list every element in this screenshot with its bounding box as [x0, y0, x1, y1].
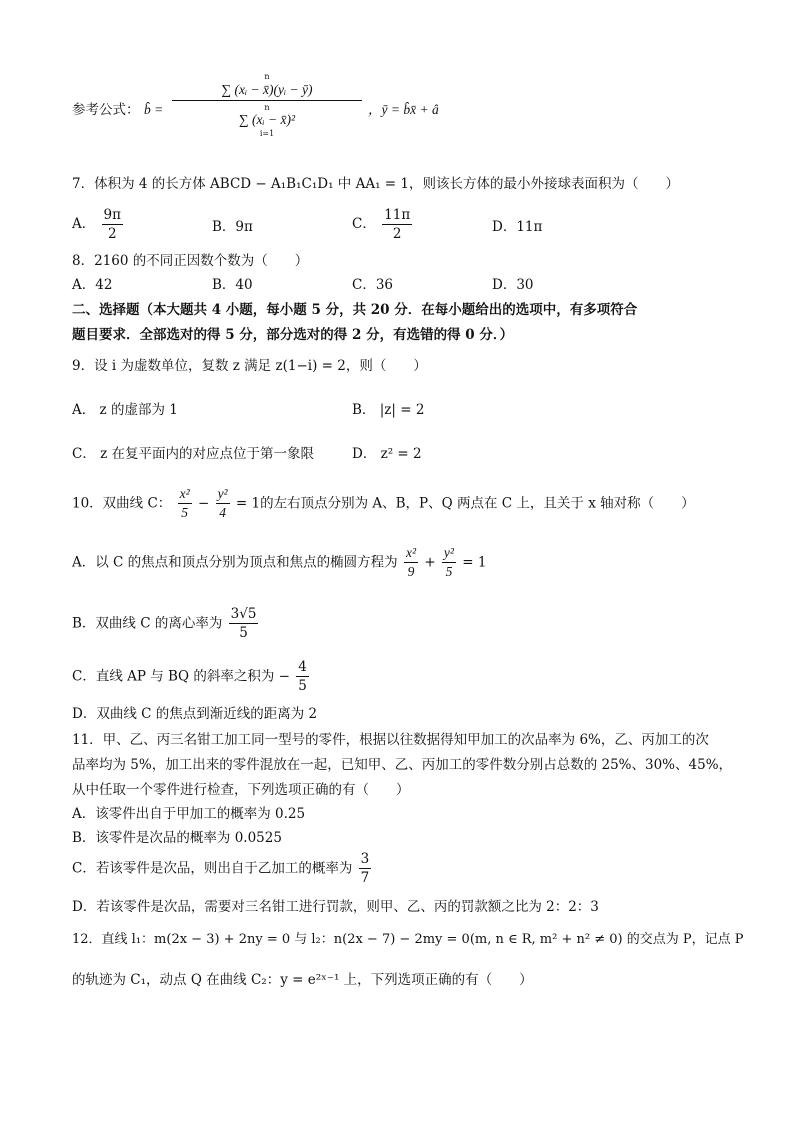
denominator: 2 [392, 226, 402, 243]
question-12-line-2: 的轨迹为 C₁，动点 Q 在曲线 C₂：y = e²ˣ⁻¹ 上，下列选项正确的有（ ） [72, 972, 533, 988]
question-7-stem: 7．体积为 4 的长方体 ABCD − A₁B₁C₁D₁ 中 AA₁ = 1，则该长方体的最小外接球表面积为（ ） [72, 176, 679, 192]
numerator: x² [178, 486, 192, 504]
question-12-line-1: 12．直线 l₁：m(2x − 3) + 2ny = 0 与 l₂：n(2x − 7) − 2my = 0(m, n ∈ R, m² + n² ≠ 0) 的交点为 P，记点 P [72, 932, 744, 947]
fraction [102, 207, 123, 242]
question-7-option-d: D．11π [492, 219, 543, 235]
numerator: x² [404, 545, 418, 563]
fraction [359, 851, 372, 886]
fraction [404, 545, 418, 580]
sum-top-lower: n [264, 102, 270, 112]
numerator: 3 [359, 851, 372, 869]
fraction [216, 486, 230, 521]
formula-second: ，ȳ = b̂x̄ + â [368, 102, 439, 117]
question-7-option-a [72, 207, 125, 242]
question-11-option-b: B．该零件是次品的概率为 0.0525 [72, 830, 282, 846]
question-10-option-a [72, 545, 486, 580]
question-10-option-d: D．双曲线 C 的焦点到渐近线的距离为 2 [72, 706, 318, 722]
section-2-heading-line-1: 二、选择题（本大题共 4 小题，每小题 5 分，共 20 分．在每小题给出的选项中，有多项符合 [72, 302, 638, 318]
fraction [382, 207, 412, 242]
option-text: B．双曲线 C 的离心率为 [72, 615, 223, 632]
question-8-option-d: D．30 [492, 277, 534, 293]
stem-suffix: = 1的左右顶点分别为 A、B，P、Q 两点在 C 上，且关于 x 轴对称（ ） [235, 495, 695, 512]
formula-label: 参考公式： [72, 102, 140, 118]
question-9-option-c: C． z 在复平面内的对应点位于第一象限 [72, 446, 315, 462]
option-text: A．以 C 的焦点和顶点分别为顶点和焦点的椭圆方程为 [72, 554, 398, 571]
section-2-heading-line-2: 题目要求．全部选对的得 5 分，部分选对的得 2 分，有选错的得 0 分．） [72, 327, 514, 343]
question-10-option-b [72, 606, 260, 641]
stem-prefix: 10．双曲线 C： [72, 495, 172, 512]
fraction [442, 545, 456, 580]
denominator: 5 [445, 564, 453, 580]
numerator: 4 [296, 659, 309, 677]
question-11-option-a: A．该零件出自于甲加工的概率为 0.25 [72, 806, 306, 822]
question-8-option-c: C．36 [352, 277, 394, 293]
numerator: 11π [382, 207, 412, 225]
numerator: y² [442, 545, 456, 563]
formula-fraction [172, 72, 362, 138]
denominator: 4 [219, 505, 226, 521]
option-label: A． [72, 216, 96, 233]
fraction [296, 659, 309, 694]
question-8-stem: 8．2160 的不同正因数个数为（ ） [72, 253, 309, 269]
question-9-stem: 9．设 i 为虚数单位，复数 z 满足 z(1−i) = 2，则（ ） [72, 358, 427, 374]
question-10-stem [72, 486, 695, 521]
plus-sign: + [424, 554, 436, 571]
question-11-line-3: 从中任取一个零件进行检查，下列选项正确的有（ ） [72, 782, 410, 798]
denominator: 5 [298, 678, 307, 695]
option-text: C．若该零件是次品，则出自于乙加工的概率为 [72, 860, 353, 877]
denominator: 7 [360, 870, 370, 887]
denominator: 2 [107, 226, 117, 243]
fraction [178, 486, 192, 521]
minus-sign: − [197, 495, 210, 512]
denominator: 9 [407, 564, 415, 580]
numerator: y² [216, 486, 230, 504]
question-8-option-a: A．42 [72, 277, 113, 293]
equals: = 1 [462, 554, 487, 571]
formula-b-hat: b̂ = [144, 102, 164, 117]
option-label: C． [352, 216, 376, 233]
question-9-option-d: D． z² = 2 [352, 446, 422, 462]
question-11-option-d: D．若该零件是次品，需要对三名钳工进行罚款，则甲、乙、丙的罚款额之比为 2：2：3 [72, 899, 599, 915]
formula-denominator: ∑ (xᵢ − x̄)² [238, 112, 296, 128]
numerator: 9π [102, 207, 123, 225]
question-7-option-b: B．9π [212, 219, 253, 235]
option-text: C．直线 AP 与 BQ 的斜率之积为 − [72, 668, 290, 685]
question-11-option-c [72, 851, 373, 886]
sum-bottom: i=1 [259, 128, 275, 138]
denominator: 5 [239, 625, 248, 642]
question-10-option-c [72, 659, 311, 694]
question-11-line-2: 品率均为 5%，加工出来的零件混放在一起，已知甲、乙、丙加工的零件数分别占总数的 25%、30%、45%， [72, 757, 733, 773]
question-8-option-b: B．40 [212, 277, 253, 293]
numerator: 3√5 [229, 606, 259, 624]
denominator: 5 [181, 505, 188, 521]
fraction [229, 606, 259, 641]
question-11-line-1: 11．甲、乙、丙三名钳工加工同一型号的零件，根据以往数据得知甲加工的次品率为 6%，乙、丙加工的次 [72, 732, 709, 748]
question-7-option-c [352, 207, 414, 242]
sum-top-upper: n [264, 72, 270, 81]
question-9-option-b: B． |z| = 2 [352, 402, 425, 418]
question-9-option-a: A． z 的虚部为 1 [72, 402, 178, 418]
formula-numerator: ∑ (xᵢ − x̄)(yᵢ − ȳ) [172, 82, 362, 101]
